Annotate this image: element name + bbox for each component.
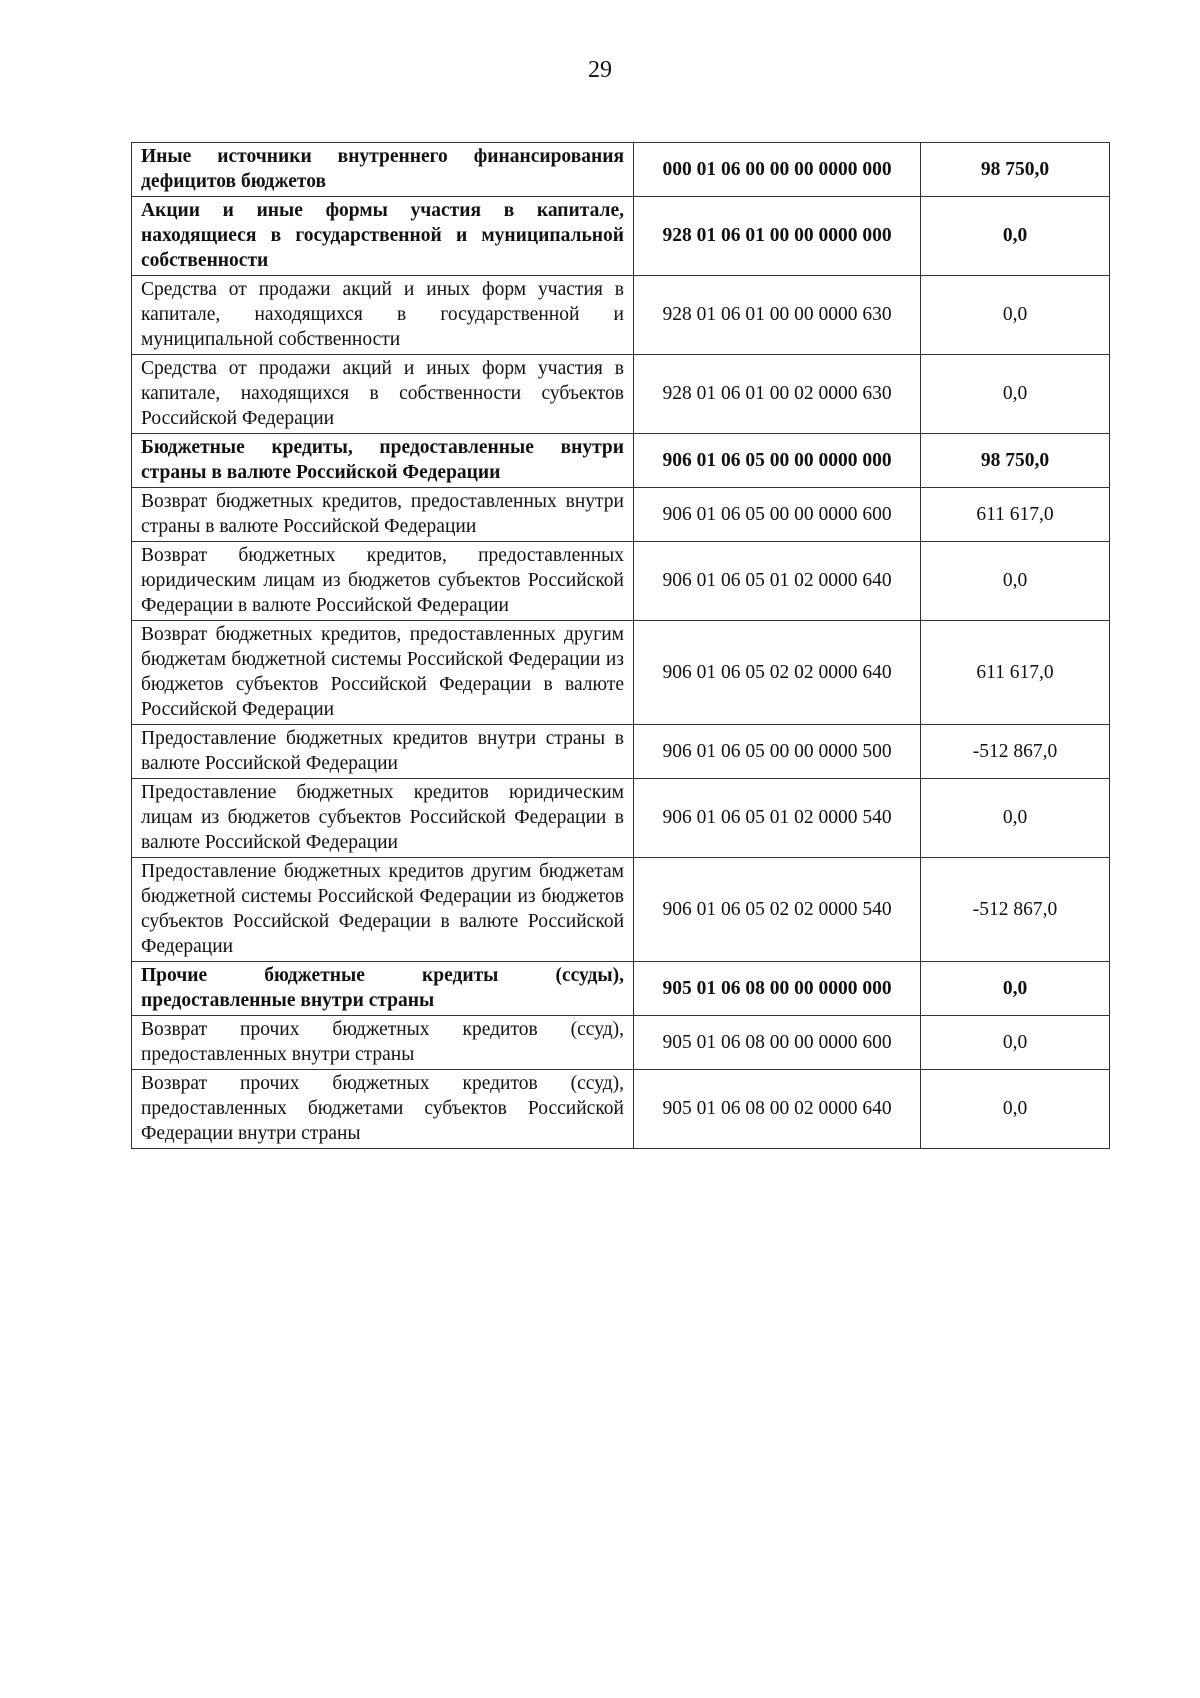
row-amount-cell: -512 867,0 [921, 858, 1110, 962]
table-row [132, 858, 1110, 962]
table-row [132, 276, 1110, 355]
row-amount-cell: 0,0 [921, 542, 1110, 621]
row-name-cell: Предоставление бюджетных кредитов внутри страны в валюте Российской Федерации [132, 725, 634, 779]
row-name-cell: Возврат прочих бюджетных кредитов (ссуд), предоставленных бюджетами субъектов Российской Федерации внутри страны [132, 1070, 634, 1149]
row-name-cell: Возврат бюджетных кредитов, предоставленных юридическим лицам из бюджетов субъектов Российской Федерации в валюте Российской Федерации [132, 542, 634, 621]
row-code-cell: 906 01 06 05 01 02 0000 540 [634, 779, 921, 858]
row-code-cell: 906 01 06 05 00 00 0000 500 [634, 725, 921, 779]
row-name-cell: Предоставление бюджетных кредитов юридическим лицам из бюджетов субъектов Российской Федерации в валюте Российской Федерации [132, 779, 634, 858]
budget-sources-table [131, 142, 1110, 1149]
row-amount-cell: 0,0 [921, 276, 1110, 355]
row-name-cell: Возврат прочих бюджетных кредитов (ссуд), предоставленных внутри страны [132, 1016, 634, 1070]
row-code-cell: 906 01 06 05 00 00 0000 600 [634, 488, 921, 542]
row-amount-cell: 0,0 [921, 197, 1110, 276]
page-number: 29 [588, 57, 612, 83]
row-code-cell: 928 01 06 01 00 02 0000 630 [634, 355, 921, 434]
table-row [132, 143, 1110, 197]
table-row [132, 621, 1110, 725]
row-name-cell: Возврат бюджетных кредитов, предоставленных внутри страны в валюте Российской Федерации [132, 488, 634, 542]
row-code-cell: 928 01 06 01 00 00 0000 000 [634, 197, 921, 276]
table-row [132, 779, 1110, 858]
row-code-cell: 905 01 06 08 00 00 0000 000 [634, 962, 921, 1016]
row-amount-cell: 98 750,0 [921, 434, 1110, 488]
row-name-cell: Прочие бюджетные кредиты (ссуды), предоставленные внутри страны [132, 962, 634, 1016]
row-amount-cell: 0,0 [921, 779, 1110, 858]
row-amount-cell: 611 617,0 [921, 621, 1110, 725]
table-row [132, 197, 1110, 276]
row-name-cell: Средства от продажи акций и иных форм участия в капитале, находящихся в собственности субъектов Российской Федерации [132, 355, 634, 434]
row-name-cell: Иные источники внутреннего финансирования дефицитов бюджетов [132, 143, 634, 197]
row-code-cell: 906 01 06 05 00 00 0000 000 [634, 434, 921, 488]
row-amount-cell: -512 867,0 [921, 725, 1110, 779]
row-amount-cell: 0,0 [921, 1016, 1110, 1070]
row-name-cell: Бюджетные кредиты, предоставленные внутри страны в валюте Российской Федерации [132, 434, 634, 488]
table-row [132, 542, 1110, 621]
row-amount-cell: 0,0 [921, 1070, 1110, 1149]
table-row [132, 488, 1110, 542]
row-code-cell: 906 01 06 05 01 02 0000 640 [634, 542, 921, 621]
table-row [132, 962, 1110, 1016]
table-row [132, 725, 1110, 779]
row-amount-cell: 0,0 [921, 962, 1110, 1016]
row-amount-cell: 0,0 [921, 355, 1110, 434]
row-code-cell: 906 01 06 05 02 02 0000 640 [634, 621, 921, 725]
row-name-cell: Возврат бюджетных кредитов, предоставленных другим бюджетам бюджетной системы Российской Федерации из бюджетов субъектов Российской Федерации в валюте Российской Федерации [132, 621, 634, 725]
table-row [132, 1016, 1110, 1070]
row-code-cell: 906 01 06 05 02 02 0000 540 [634, 858, 921, 962]
row-name-cell: Акции и иные формы участия в капитале, находящиеся в государственной и муниципальной собственности [132, 197, 634, 276]
row-name-cell: Средства от продажи акций и иных форм участия в капитале, находящихся в государственной и муниципальной собственности [132, 276, 634, 355]
row-code-cell: 905 01 06 08 00 00 0000 600 [634, 1016, 921, 1070]
row-code-cell: 928 01 06 01 00 00 0000 630 [634, 276, 921, 355]
row-amount-cell: 98 750,0 [921, 143, 1110, 197]
table-row [132, 434, 1110, 488]
row-code-cell: 905 01 06 08 00 02 0000 640 [634, 1070, 921, 1149]
row-name-cell: Предоставление бюджетных кредитов другим бюджетам бюджетной системы Российской Федерации из бюджетов субъектов Российской Федерации в валюте Российской Федерации [132, 858, 634, 962]
row-amount-cell: 611 617,0 [921, 488, 1110, 542]
row-code-cell: 000 01 06 00 00 00 0000 000 [634, 143, 921, 197]
table-body [132, 143, 1110, 1149]
table-row [132, 1070, 1110, 1149]
table-row [132, 355, 1110, 434]
